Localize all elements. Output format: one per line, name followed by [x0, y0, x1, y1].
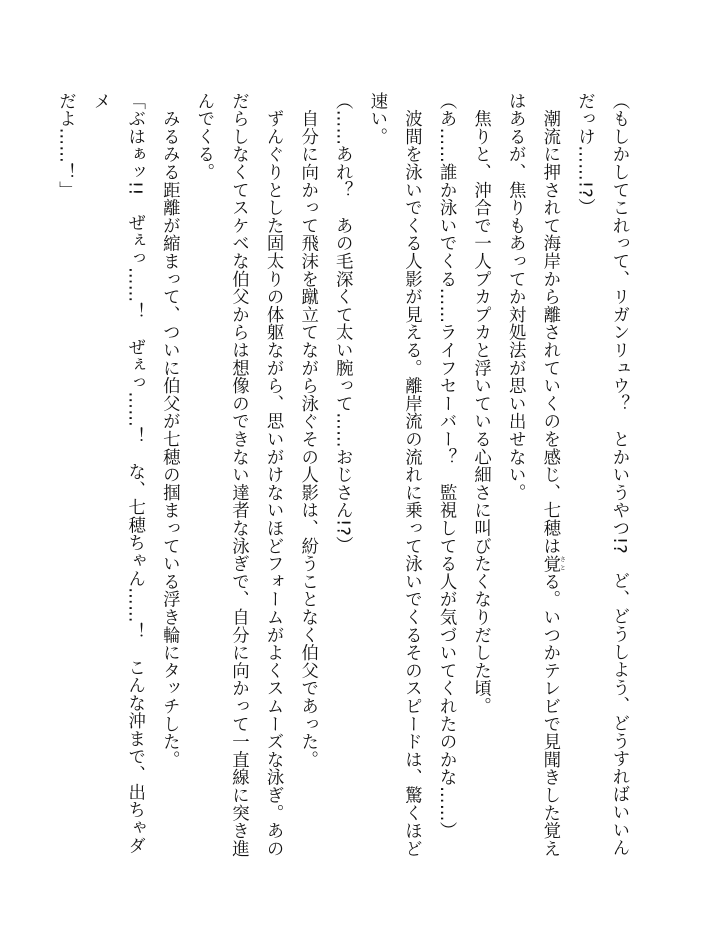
ruby-annotation: 覚さと	[539, 554, 566, 573]
text-line: 焦りと、沖合で一人プカプカと浮いている心細さに叫びたくなりだした頃。	[470, 92, 491, 715]
text-line: みるみる距離が縮まって、ついに伯父が七穂の掴まっている浮き輪にタッチした。	[159, 92, 180, 769]
text-line: 速い。	[366, 92, 387, 146]
ruby-reading: さと	[558, 554, 566, 573]
text-line: （もしかしてこれって、リガンリュウ？ とかいうやつ!? ど、どうしよう、どうすればいいん	[609, 92, 629, 857]
text-line: ずんぐりとした固太りの体躯ながら、思いがけないほどフォームがよくスムーズな泳ぎ。あの	[263, 92, 284, 858]
text-line: だよ……！」	[55, 92, 76, 199]
text-line: だっけ……!?）	[574, 92, 595, 216]
text-line: （……あれ？ あの毛深くて太い腕って……おじさん!?）	[332, 92, 353, 554]
text-line: 自分に向かって飛沫を蹴立てながら泳ぐその人影は、紛うことなく伯父であった。	[297, 92, 318, 769]
text-line: （あ……誰か泳いでくる……ライフセーバー？ 監視してる人が気づいてくれたのかな……）	[436, 92, 457, 840]
text-line: んでくる。	[193, 92, 214, 181]
text-line: 潮流に押されて海岸から離されていくのを感じ、七穂は覚さとる。いつかテレビで見聞きした覚え	[539, 92, 566, 858]
vertical-text-body	[55, 92, 636, 862]
text-line: はあるが、焦りもあってか対処法が思い出せない。	[505, 92, 526, 502]
text-line: 「ぶはぁッ!! ぜぇっ……！ ぜぇっ……！ な、七穂ちゃん……！ こんな沖まで、出ちゃダメ	[90, 92, 145, 855]
text-line: だらしなくてスケベな伯父からは想像のできない達者な泳ぎで、自分に向かって一直線に突き進	[228, 92, 249, 858]
text-line: 波間を泳いでくる人影が見える。離岸流の流れに乗って泳いでくるそのスピードは、驚くほど	[401, 92, 422, 858]
